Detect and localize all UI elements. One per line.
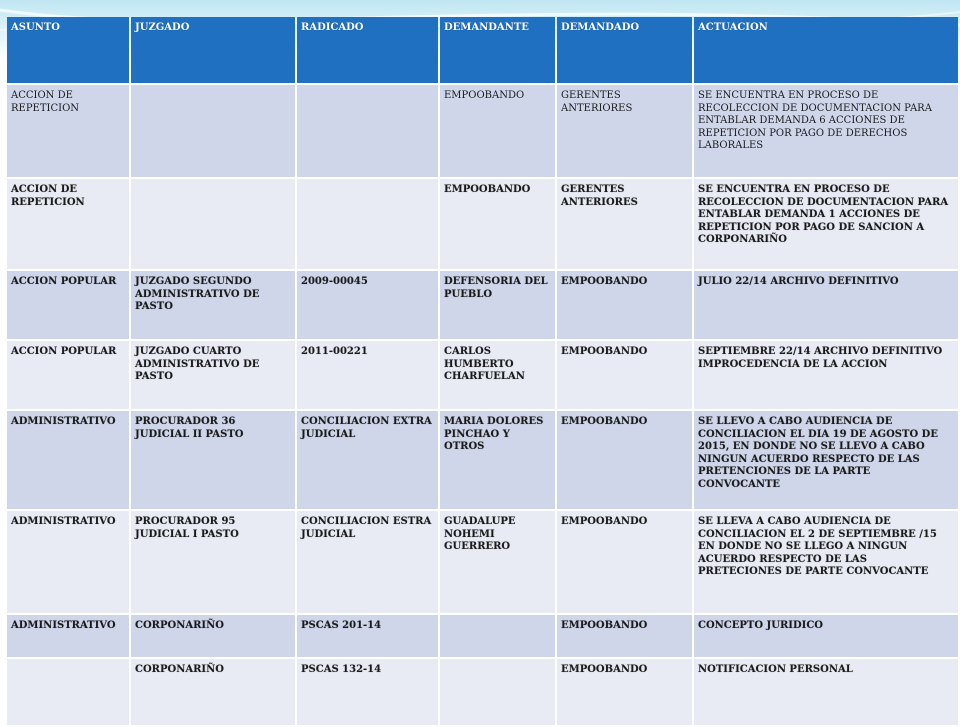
cell-demandante <box>440 511 555 613</box>
cell-text: EMPOOBANDO <box>561 346 648 357</box>
cell-radicado <box>297 615 438 657</box>
cell-demandado <box>557 179 692 269</box>
table-row <box>7 271 958 339</box>
cell-text: EMPOOBANDO <box>561 620 648 631</box>
column-header-asunto: ASUNTO <box>7 17 129 83</box>
column-header-demandado: DEMANDADO <box>557 17 692 83</box>
cell-radicado <box>297 411 438 509</box>
cell-text: EMPOOBANDO <box>444 90 525 101</box>
cell-asunto <box>7 341 129 409</box>
column-header-radicado: RADICADO <box>297 17 438 83</box>
cell-text: SE ENCUENTRA EN PROCESO DE RECOLECCION DE DOCUMENTACION PARA ENTABLAR DEMANDA 1 ACCIONES DE REPETICION POR PAGO DE SANCION A CORPONARIÑO <box>698 184 949 245</box>
cell-actuacion <box>694 615 958 657</box>
cell-actuacion <box>694 271 958 339</box>
cell-text: ADMINISTRATIVO <box>11 516 116 527</box>
cell-juzgado <box>131 659 295 725</box>
column-header-actuacion: ACTUACION <box>694 17 958 83</box>
cell-juzgado <box>131 411 295 509</box>
cell-text: CONCEPTO JURIDICO <box>698 620 824 631</box>
cell-text: 2011-00221 <box>301 346 368 357</box>
cell-text: GERENTES ANTERIORES <box>561 90 633 114</box>
cell-juzgado <box>131 615 295 657</box>
cell-actuacion <box>694 511 958 613</box>
cell-radicado <box>297 85 438 177</box>
cell-text: ACCION POPULAR <box>11 276 117 287</box>
cell-text: DEFENSORIA DEL PUEBLO <box>444 276 548 300</box>
cell-asunto <box>7 179 129 269</box>
cell-text: ACCION DE REPETICION <box>11 184 85 208</box>
cell-asunto <box>7 659 129 725</box>
cell-text: ADMINISTRATIVO <box>11 620 116 631</box>
cell-radicado <box>297 659 438 725</box>
cell-demandante <box>440 659 555 725</box>
cell-actuacion <box>694 179 958 269</box>
cases-table <box>5 15 960 727</box>
cell-radicado <box>297 511 438 613</box>
cell-juzgado <box>131 511 295 613</box>
cell-radicado <box>297 341 438 409</box>
cell-juzgado <box>131 341 295 409</box>
cell-demandado <box>557 411 692 509</box>
cell-demandado <box>557 85 692 177</box>
cell-text: EMPOOBANDO <box>561 516 648 527</box>
cell-text: JULIO 22/14 ARCHIVO DEFINITIVO <box>698 276 899 287</box>
cell-actuacion <box>694 659 958 725</box>
cell-text: CONCILIACION EXTRA JUDICIAL <box>301 416 432 440</box>
cell-juzgado <box>131 271 295 339</box>
cell-text: SE LLEVA A CABO AUDIENCIA DE CONCILIACION EL 2 DE SEPTIEMBRE /15 EN DONDE NO SE LLEGO A NINGUN ACUERDO RESPECTO DE LAS PRETECIONES DE PARTE CONVOCANTE <box>698 516 937 577</box>
cell-radicado <box>297 179 438 269</box>
cell-text: JUZGADO CUARTO ADMINISTRATIVO DE PASTO <box>135 346 260 382</box>
cell-demandante <box>440 411 555 509</box>
cell-text: CORPONARIÑO <box>135 664 224 675</box>
column-header-demandante: DEMANDANTE <box>440 17 555 83</box>
cell-text: NOTIFICACION PERSONAL <box>698 664 853 675</box>
cell-text: PSCAS 201-14 <box>301 620 382 631</box>
cell-asunto <box>7 411 129 509</box>
cell-juzgado <box>131 85 295 177</box>
table-row <box>7 659 958 725</box>
cell-text: SE ENCUENTRA EN PROCESO DE RECOLECCION DE DOCUMENTACION PARA ENTABLAR DEMANDA 6 ACCIONES DE REPETICION POR PAGO DE DERECHOS LABORALES <box>698 90 932 151</box>
cell-text: PROCURADOR 36 JUDICIAL II PASTO <box>135 416 244 440</box>
cell-asunto <box>7 511 129 613</box>
table-row <box>7 411 958 509</box>
cell-text: ACCION POPULAR <box>11 346 117 357</box>
table-row <box>7 341 958 409</box>
cell-demandante <box>440 179 555 269</box>
cell-text: 2009-00045 <box>301 276 368 287</box>
table-row <box>7 179 958 269</box>
cell-demandante <box>440 85 555 177</box>
cell-actuacion <box>694 85 958 177</box>
cell-text: CONCILIACION ESTRA JUDICIAL <box>301 516 432 540</box>
cell-text: JUZGADO SEGUNDO ADMINISTRATIVO DE PASTO <box>135 276 260 312</box>
cell-demandante <box>440 615 555 657</box>
cell-text: EMPOOBANDO <box>561 416 648 427</box>
cell-demandante <box>440 271 555 339</box>
cell-text: GERENTES ANTERIORES <box>561 184 638 208</box>
table-header-row <box>7 17 958 83</box>
cell-text: MARIA DOLORES PINCHAO Y OTROS <box>444 416 544 452</box>
cell-demandado <box>557 511 692 613</box>
cell-text: SE LLEVO A CABO AUDIENCIA DE CONCILIACION EL DIA 19 DE AGOSTO DE 2015, EN DONDE NO SE LLEVO A CABO NINGUN ACUERDO RESPECTO DE LAS PRETENCIONES DE LA PARTE CONVOCANTE <box>698 416 938 490</box>
cell-text: EMPOOBANDO <box>561 276 648 287</box>
cell-text: CARLOS HUMBERTO CHARFUELAN <box>444 346 525 382</box>
cell-demandado <box>557 659 692 725</box>
cell-demandado <box>557 271 692 339</box>
cell-demandado <box>557 615 692 657</box>
cell-demandado <box>557 341 692 409</box>
cell-text: EMPOOBANDO <box>561 664 648 675</box>
cell-text: PSCAS 132-14 <box>301 664 382 675</box>
cell-asunto <box>7 615 129 657</box>
cell-text: ACCION DE REPETICION <box>11 90 80 114</box>
cell-text: EMPOOBANDO <box>444 184 531 195</box>
cell-text: CORPONARIÑO <box>135 620 224 631</box>
table-row <box>7 511 958 613</box>
table-row <box>7 85 958 177</box>
cell-juzgado <box>131 179 295 269</box>
cell-actuacion <box>694 411 958 509</box>
cell-text: SEPTIEMBRE 22/14 ARCHIVO DEFINITIVO IMPROCEDENCIA DE LA ACCION <box>698 346 943 370</box>
cell-demandante <box>440 341 555 409</box>
table-row <box>7 615 958 657</box>
cell-text: PROCURADOR 95 JUDICIAL I PASTO <box>135 516 239 540</box>
cell-text: ADMINISTRATIVO <box>11 416 116 427</box>
column-header-juzgado: JUZGADO <box>131 17 295 83</box>
cell-asunto <box>7 271 129 339</box>
cell-radicado <box>297 271 438 339</box>
cell-asunto <box>7 85 129 177</box>
cell-text: GUADALUPE NOHEMI GUERRERO <box>444 516 516 552</box>
cell-actuacion <box>694 341 958 409</box>
